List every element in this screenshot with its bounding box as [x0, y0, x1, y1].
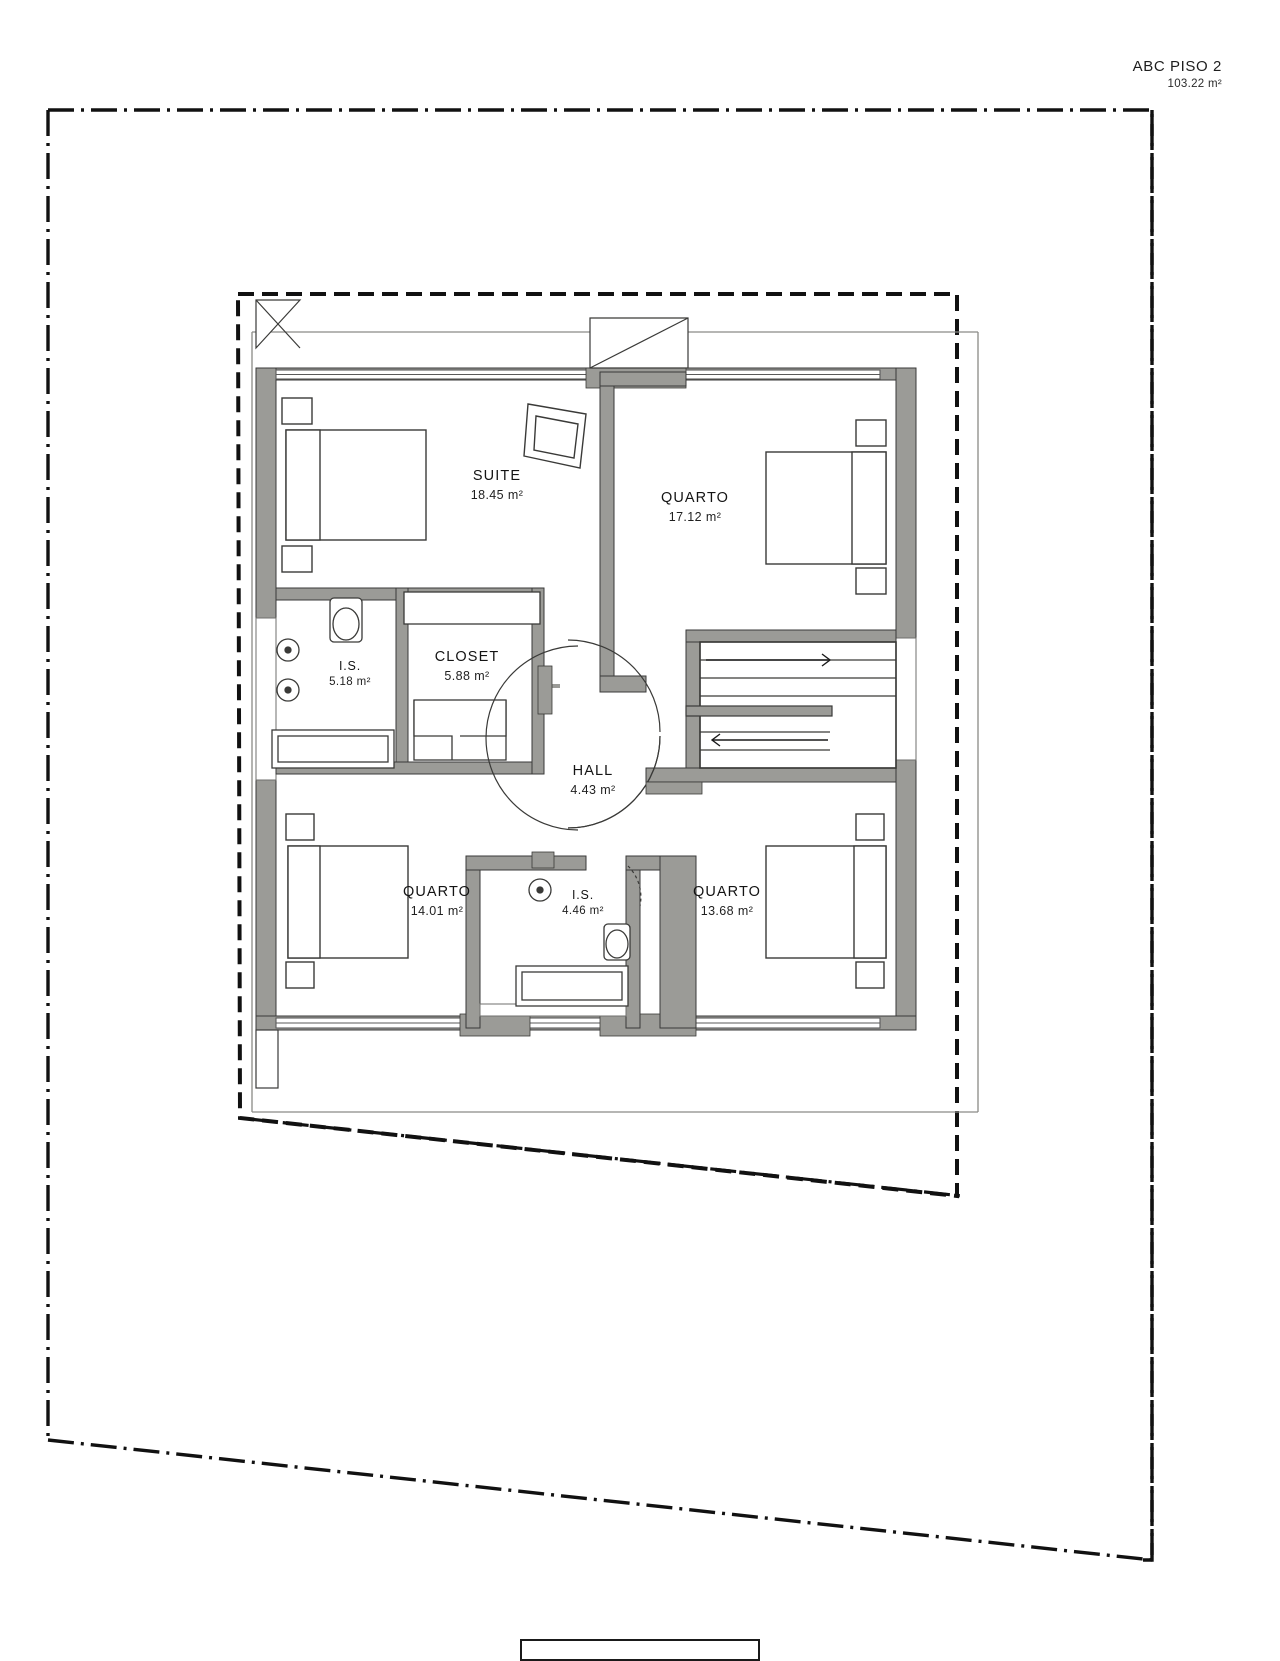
- plan-total-area: 103.22 m²: [1167, 77, 1222, 90]
- room-area: 4.46 m²: [562, 905, 604, 918]
- room-area: 14.01 m²: [410, 903, 464, 918]
- room-name: CLOSET: [434, 648, 500, 665]
- room-name: SUITE: [472, 467, 522, 484]
- room-area: 4.43 m²: [570, 782, 616, 797]
- room-area: 5.18 m²: [329, 676, 371, 689]
- room-area: 18.45 m²: [470, 487, 524, 502]
- room-area: 13.68 m²: [700, 903, 754, 918]
- room-name: I.S.: [572, 887, 594, 902]
- room-name: HALL: [572, 762, 614, 779]
- footer-title-bar: [520, 1639, 760, 1661]
- room-name: QUARTO: [402, 883, 472, 900]
- room-area: 17.12 m²: [668, 509, 722, 524]
- furniture-armchair: [524, 404, 586, 468]
- room-area: 5.88 m²: [444, 668, 490, 683]
- balcony-detail: [256, 300, 688, 368]
- room-name: I.S.: [339, 658, 361, 673]
- room-name: QUARTO: [660, 489, 730, 506]
- title-block: [1133, 58, 1222, 91]
- plan-title: ABC PISO 2: [1132, 58, 1222, 75]
- room-name: QUARTO: [692, 883, 762, 900]
- pillar: [256, 1030, 278, 1088]
- staircase: [686, 642, 896, 768]
